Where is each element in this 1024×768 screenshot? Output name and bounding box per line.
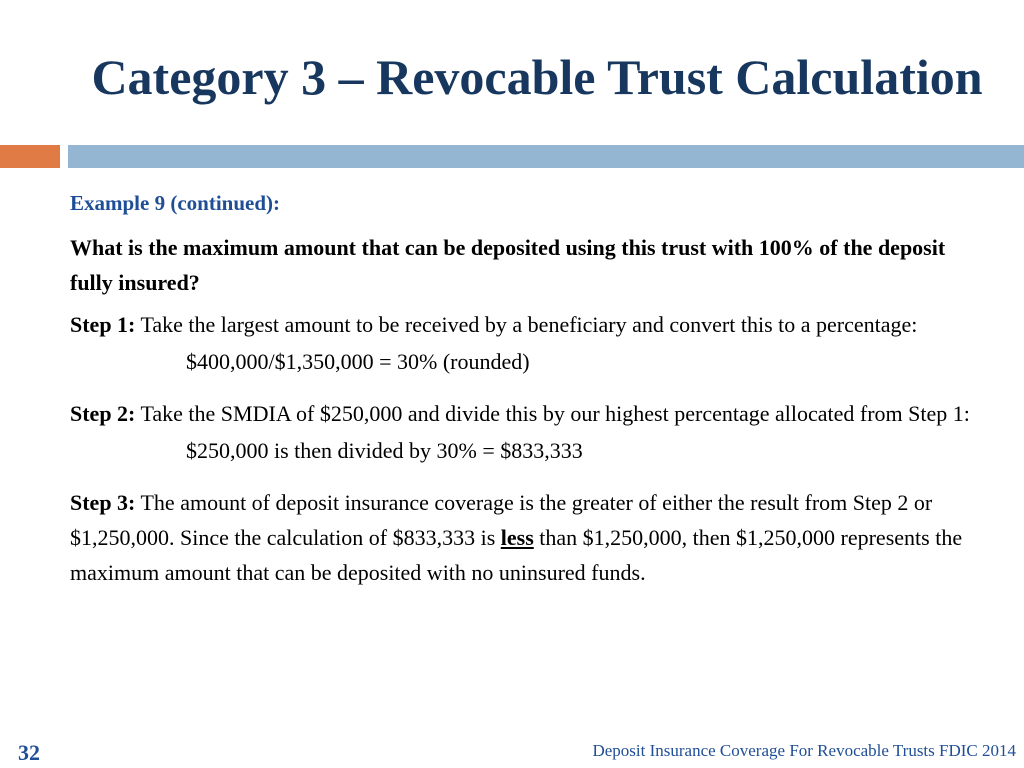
question-text: What is the maximum amount that can be deposited using this trust with 100% of the deposit fully insured? [70,235,946,295]
step-3-emphasis: less [500,525,534,550]
accent-bar [0,145,60,168]
slide-title: Category 3 – Revocable Trust Calculation [91,49,983,105]
header-bar [68,145,1024,168]
slide-content [70,186,975,590]
step-3 [70,485,975,590]
step-3-label: Step 3: [70,490,136,515]
step-1 [70,307,975,342]
step-2-text: Take the SMDIA of $250,000 and divide this by our highest percentage allocated from Step 1: [135,401,970,426]
step-2-calculation: $250,000 is then divided by 30% = $833,333 [186,438,583,463]
step-3-text-after: than $1,250,000, then $1,250,000 represents the maximum amount that can be deposited with no uninsured funds. [70,525,963,585]
step-3-text-before: The amount of deposit insurance coverage is the greater of either the result from Step 2 or $1,250,000. Since the calculation of $833,333 is [70,490,933,550]
step-2 [70,396,975,431]
step-1-text: Take the largest amount to be received by a beneficiary and convert this to a percentage: [135,312,918,337]
step-1-calculation: $400,000/$1,350,000 = 30% (rounded) [186,349,530,374]
slide-number: 32 [18,740,40,765]
step-1-label: Step 1: [70,312,136,337]
footer-text: Deposit Insurance Coverage For Revocable Trusts FDIC 2014 [592,741,1016,760]
example-heading: Example 9 (continued): [70,191,280,215]
step-2-label: Step 2: [70,401,136,426]
